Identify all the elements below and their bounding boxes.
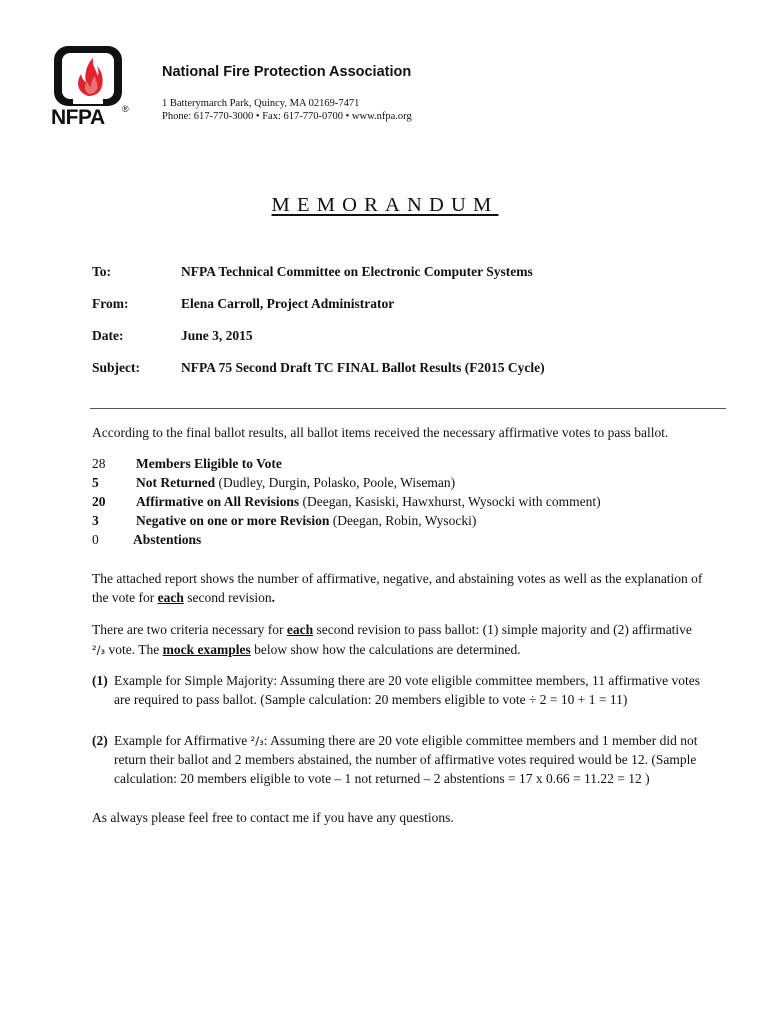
paragraph2-line2: ²/₃ vote. The mock examples below show how the calculations are determined. [92,642,521,657]
count-not-returned: 5 [92,475,99,490]
example2-number: (2) [92,733,108,748]
from-value: Elena Carroll, Project Administrator [181,296,395,311]
example1-number: (1) [92,673,108,688]
registered-mark: ® [122,104,129,114]
count-abstentions: 0 [92,532,99,547]
organization-name: National Fire Protection Association [162,64,412,80]
example1-line2: are required to pass ballot. (Sample calculation: 20 members eligible to vote ÷ 2 = 10 + 1 = 11) [114,692,628,707]
example2-line3: calculation: 20 members eligible to vote – 1 not returned – 2 abstentions = 17 x 0.66 = 11.22 = 12 ) [114,771,650,786]
count-negative: 3 [92,513,99,528]
example2-line2: return their ballot and 2 members abstained, the number of affirmative votes required would be 12. (Sample [114,752,697,767]
paragraph1-line1: The attached report shows the number of affirmative, negative, and abstaining votes as well as the explanation of [92,571,703,586]
memo-title: MEMORANDUM [271,194,499,216]
intro-paragraph: According to the final ballot results, all ballot items received the necessary affirmative votes to pass ballot. [92,425,669,440]
from-label: From: [92,296,129,311]
divider [90,408,726,409]
count-negative-label: Negative on one or more Revision (Deegan, Robin, Wysocki) [136,513,477,528]
subject-label: Subject: [92,360,140,375]
subject-value: NFPA 75 Second Draft TC FINAL Ballot Results (F2015 Cycle) [181,360,545,375]
date-value: June 3, 2015 [181,328,253,343]
count-affirmative-label: Affirmative on All Revisions (Deegan, Kasiski, Hawxhurst, Wysocki with comment) [136,494,601,509]
to-label: To: [92,264,112,279]
date-label: Date: [92,328,124,343]
count-eligible-label: Members Eligible to Vote [136,456,282,471]
example1-line1: Example for Simple Majority: Assuming there are 20 vote eligible committee members, 11 affirmative votes [114,673,700,688]
paragraph2-line1: There are two criteria necessary for each second revision to pass ballot: (1) simple majority and (2) affirmative [92,622,692,637]
count-abstentions-label: Abstentions [133,532,202,547]
closing-paragraph: As always please feel free to contact me if you have any questions. [92,810,454,825]
count-eligible: 28 [92,456,106,471]
paragraph1-line2: the vote for each second revision. [92,590,275,605]
organization-address: 1 Batterymarch Park, Quincy, MA 02169-7471 [162,98,360,109]
logo-text: NFPA [51,106,105,129]
example2-line1: Example for Affirmative ²/₃: Assuming there are 20 vote eligible committee members and 1 member did not [114,733,698,748]
to-value: NFPA Technical Committee on Electronic Computer Systems [181,264,533,279]
organization-contact: Phone: 617-770-3000 • Fax: 617-770-0700 • www.nfpa.org [162,111,412,122]
nfpa-logo [51,44,131,128]
count-not-returned-label: Not Returned (Dudley, Durgin, Polasko, Poole, Wiseman) [136,475,456,490]
count-affirmative: 20 [92,494,106,509]
